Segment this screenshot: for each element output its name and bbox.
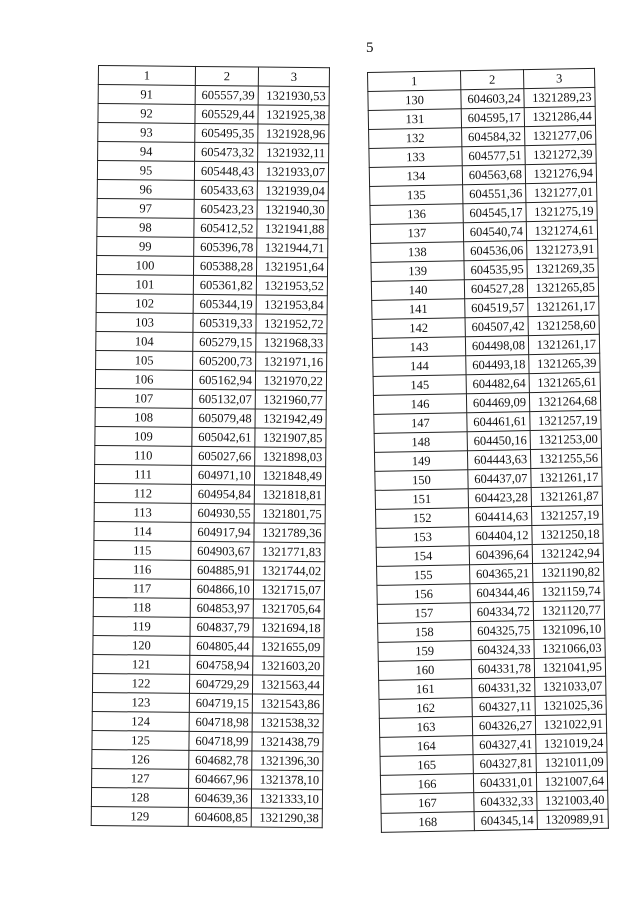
table-row xyxy=(97,236,328,257)
point-number-cell: 126 xyxy=(92,749,189,769)
y-coordinate-cell: 1321255,56 xyxy=(530,448,601,468)
x-coordinate-cell: 604853,97 xyxy=(190,598,253,618)
x-coordinate-cell: 604805,44 xyxy=(190,636,253,656)
y-coordinate-cell: 1321715,07 xyxy=(253,580,324,600)
point-number-cell: 116 xyxy=(94,559,191,579)
column-header-x: 2 xyxy=(460,70,523,90)
point-number-cell: 136 xyxy=(370,204,463,225)
point-number-cell: 96 xyxy=(97,179,194,199)
x-coordinate-cell: 605079,48 xyxy=(192,408,255,428)
point-number-cell: 97 xyxy=(97,198,194,218)
x-coordinate-cell: 604331,78 xyxy=(471,659,534,679)
point-number-cell: 147 xyxy=(374,413,467,434)
point-number-cell: 167 xyxy=(381,793,474,814)
point-number-cell: 107 xyxy=(95,388,192,408)
x-coordinate-cell: 605279,15 xyxy=(193,332,256,352)
point-number-cell: 127 xyxy=(92,768,189,788)
table-row xyxy=(93,616,324,637)
x-coordinate-cell: 604324,33 xyxy=(471,640,534,660)
x-coordinate-cell: 604718,99 xyxy=(189,731,252,751)
table-row xyxy=(94,559,325,580)
point-number-cell: 105 xyxy=(96,350,193,370)
y-coordinate-cell: 1321960,77 xyxy=(255,390,326,410)
y-coordinate-cell: 1321265,85 xyxy=(527,277,598,297)
point-number-cell: 112 xyxy=(94,483,191,503)
y-coordinate-cell: 1321242,94 xyxy=(532,543,603,563)
point-number-cell: 124 xyxy=(92,711,189,731)
table-row xyxy=(91,787,322,808)
point-number-cell: 131 xyxy=(368,109,461,130)
point-number-cell: 130 xyxy=(368,90,461,111)
x-coordinate-cell: 604930,55 xyxy=(191,503,254,523)
point-number-cell: 138 xyxy=(371,242,464,263)
x-coordinate-cell: 605319,33 xyxy=(193,313,256,333)
point-number-cell: 137 xyxy=(370,223,463,244)
y-coordinate-cell: 1321953,52 xyxy=(256,276,327,296)
point-number-cell: 152 xyxy=(376,508,469,529)
point-number-cell: 128 xyxy=(91,787,188,807)
x-coordinate-cell: 604507,42 xyxy=(465,317,528,337)
x-coordinate-cell: 605433,63 xyxy=(194,180,257,200)
x-coordinate-cell: 604563,68 xyxy=(462,165,525,185)
x-coordinate-cell: 604498,08 xyxy=(465,336,528,356)
x-coordinate-cell: 604325,75 xyxy=(471,621,534,641)
point-number-cell: 115 xyxy=(94,540,191,560)
y-coordinate-cell: 1321789,36 xyxy=(254,523,325,543)
table-row xyxy=(92,768,323,789)
x-coordinate-cell: 605557,39 xyxy=(195,85,258,105)
table-row xyxy=(96,312,327,333)
x-coordinate-cell: 604540,74 xyxy=(463,222,526,242)
y-coordinate-cell: 1321928,96 xyxy=(258,124,329,144)
column-header-point: 1 xyxy=(368,71,461,92)
point-number-cell: 146 xyxy=(373,394,466,415)
table-row xyxy=(95,426,326,447)
x-coordinate-cell: 605423,23 xyxy=(194,199,257,219)
y-coordinate-cell: 1321066,03 xyxy=(534,638,605,658)
table-row xyxy=(92,692,323,713)
point-number-cell: 114 xyxy=(94,521,191,541)
table-row xyxy=(94,502,325,523)
x-coordinate-cell: 604639,36 xyxy=(188,788,251,808)
y-coordinate-cell: 1321898,03 xyxy=(255,447,326,467)
point-number-cell: 149 xyxy=(374,451,467,472)
x-coordinate-cell: 604327,81 xyxy=(473,754,536,774)
point-number-cell: 159 xyxy=(378,641,471,662)
y-coordinate-cell: 1321277,06 xyxy=(525,125,596,145)
point-number-cell: 100 xyxy=(96,255,193,275)
table-row xyxy=(92,730,323,751)
x-coordinate-cell: 604536,06 xyxy=(464,241,527,261)
y-coordinate-cell: 1321953,84 xyxy=(256,295,327,315)
y-coordinate-cell: 1321944,71 xyxy=(257,238,328,258)
x-coordinate-cell: 604482,64 xyxy=(466,374,529,394)
table-row xyxy=(94,521,325,542)
y-coordinate-cell: 1321968,33 xyxy=(256,333,327,353)
point-number-cell: 144 xyxy=(373,356,466,377)
y-coordinate-cell: 1321930,53 xyxy=(258,86,329,106)
point-number-cell: 120 xyxy=(93,635,190,655)
x-coordinate-cell: 605200,73 xyxy=(193,351,256,371)
x-coordinate-cell: 605027,66 xyxy=(192,446,255,466)
point-number-cell: 161 xyxy=(379,679,472,700)
table-row xyxy=(92,749,323,770)
y-coordinate-cell: 1321096,10 xyxy=(534,619,605,639)
point-number-cell: 168 xyxy=(381,812,474,833)
column-header-y: 3 xyxy=(523,68,594,88)
point-number-cell: 162 xyxy=(379,698,472,719)
y-coordinate-cell: 1321257,19 xyxy=(531,505,602,525)
point-number-cell: 94 xyxy=(98,142,195,162)
x-coordinate-cell: 604396,64 xyxy=(469,545,532,565)
y-coordinate-cell: 1321971,16 xyxy=(256,352,327,372)
point-number-cell: 156 xyxy=(377,584,470,605)
y-coordinate-cell: 1321022,91 xyxy=(535,714,606,734)
table-row xyxy=(92,673,323,694)
y-coordinate-cell: 1321269,35 xyxy=(527,258,598,278)
table-row xyxy=(92,711,323,732)
table-row xyxy=(97,198,328,219)
point-number-cell: 140 xyxy=(371,280,464,301)
point-number-cell: 154 xyxy=(376,546,469,567)
point-number-cell: 98 xyxy=(97,217,194,237)
point-number-cell: 99 xyxy=(97,236,194,256)
y-coordinate-cell: 1321438,79 xyxy=(252,732,323,752)
point-number-cell: 101 xyxy=(96,274,193,294)
table-row xyxy=(95,407,326,428)
point-number-cell: 113 xyxy=(94,502,191,522)
point-number-cell: 121 xyxy=(93,654,190,674)
x-coordinate-cell: 604718,98 xyxy=(189,712,252,732)
point-number-cell: 133 xyxy=(369,147,462,168)
y-coordinate-cell: 1321378,10 xyxy=(252,770,323,790)
x-coordinate-cell: 605132,07 xyxy=(192,389,255,409)
x-coordinate-cell: 605412,52 xyxy=(194,218,257,238)
x-coordinate-cell: 605344,19 xyxy=(193,294,256,314)
point-number-cell: 132 xyxy=(369,128,462,149)
table-row xyxy=(91,806,322,827)
y-coordinate-cell: 1321563,44 xyxy=(252,675,323,695)
x-coordinate-cell: 604954,84 xyxy=(191,484,254,504)
table-row xyxy=(98,142,329,163)
table-row xyxy=(93,597,324,618)
table-row xyxy=(94,483,325,504)
y-coordinate-cell: 1321952,72 xyxy=(256,314,327,334)
point-number-cell: 141 xyxy=(372,299,465,320)
y-coordinate-cell: 1321273,91 xyxy=(527,239,598,259)
x-coordinate-cell: 604577,51 xyxy=(462,146,525,166)
x-coordinate-cell: 605473,32 xyxy=(195,142,258,162)
y-coordinate-cell: 1321801,75 xyxy=(254,504,325,524)
x-coordinate-cell: 604535,95 xyxy=(464,260,527,280)
point-number-cell: 110 xyxy=(95,445,192,465)
x-coordinate-cell: 604971,10 xyxy=(191,465,254,485)
y-coordinate-cell: 1321261,87 xyxy=(531,486,602,506)
coordinates-table-left xyxy=(91,65,330,828)
table-row xyxy=(97,179,328,200)
point-number-cell: 142 xyxy=(372,318,465,339)
point-number-cell: 129 xyxy=(91,806,188,826)
x-coordinate-cell: 604365,21 xyxy=(470,564,533,584)
y-coordinate-cell: 1321120,77 xyxy=(533,600,604,620)
y-coordinate-cell: 1321907,85 xyxy=(255,428,326,448)
point-number-cell: 153 xyxy=(376,527,469,548)
point-number-cell: 118 xyxy=(93,597,190,617)
x-coordinate-cell: 604437,07 xyxy=(468,469,531,489)
x-coordinate-cell: 605162,94 xyxy=(192,370,255,390)
table-row xyxy=(94,464,325,485)
y-coordinate-cell: 1321694,18 xyxy=(253,618,324,638)
x-coordinate-cell: 605361,82 xyxy=(193,275,256,295)
table-row xyxy=(95,388,326,409)
y-coordinate-cell: 1321538,32 xyxy=(252,713,323,733)
y-coordinate-cell: 1321261,17 xyxy=(531,467,602,487)
x-coordinate-cell: 604327,11 xyxy=(472,697,535,717)
table-row xyxy=(96,255,327,276)
x-coordinate-cell: 605448,43 xyxy=(194,161,257,181)
x-coordinate-cell: 604551,36 xyxy=(463,184,526,204)
y-coordinate-cell: 1321848,49 xyxy=(254,466,325,486)
x-coordinate-cell: 604595,17 xyxy=(461,108,524,128)
table-row xyxy=(97,217,328,238)
point-number-cell: 166 xyxy=(380,774,473,795)
point-number-cell: 93 xyxy=(98,123,195,143)
y-coordinate-cell: 1321275,19 xyxy=(526,201,597,221)
point-number-cell: 143 xyxy=(372,337,465,358)
point-number-cell: 91 xyxy=(98,85,195,105)
y-coordinate-cell: 1321396,30 xyxy=(252,751,323,771)
y-coordinate-cell: 1321190,82 xyxy=(533,562,604,582)
point-number-cell: 123 xyxy=(92,692,189,712)
x-coordinate-cell: 604326,27 xyxy=(472,716,535,736)
point-number-cell: 119 xyxy=(93,616,190,636)
x-coordinate-cell: 604469,09 xyxy=(466,393,529,413)
x-coordinate-cell: 604443,63 xyxy=(467,450,530,470)
y-coordinate-cell: 1321276,94 xyxy=(525,163,596,183)
x-coordinate-cell: 604545,17 xyxy=(463,203,526,223)
point-number-cell: 158 xyxy=(378,622,471,643)
y-coordinate-cell: 1321289,23 xyxy=(524,87,595,107)
x-coordinate-cell: 604327,41 xyxy=(473,735,536,755)
y-coordinate-cell: 1321265,61 xyxy=(529,372,600,392)
y-coordinate-cell: 1321277,01 xyxy=(526,182,597,202)
x-coordinate-cell: 605388,28 xyxy=(193,256,256,276)
y-coordinate-cell: 1321019,24 xyxy=(536,733,607,753)
table-row xyxy=(98,123,329,144)
point-number-cell: 111 xyxy=(94,464,191,484)
x-coordinate-cell: 604493,18 xyxy=(466,355,529,375)
x-coordinate-cell: 604667,96 xyxy=(189,769,252,789)
column-header-x: 2 xyxy=(195,66,258,86)
y-coordinate-cell: 1321041,95 xyxy=(534,657,605,677)
y-coordinate-cell: 1321258,60 xyxy=(528,315,599,335)
y-coordinate-cell: 1321925,38 xyxy=(258,105,329,125)
point-number-cell: 165 xyxy=(380,755,473,776)
table-row xyxy=(96,350,327,371)
table-row xyxy=(93,578,324,599)
table-row xyxy=(94,540,325,561)
x-coordinate-cell: 605396,78 xyxy=(194,237,257,257)
point-number-cell: 106 xyxy=(95,369,192,389)
y-coordinate-cell: 1321543,86 xyxy=(252,694,323,714)
y-coordinate-cell: 1321939,04 xyxy=(257,181,328,201)
x-coordinate-cell: 604603,24 xyxy=(461,89,524,109)
x-coordinate-cell: 604719,15 xyxy=(189,693,252,713)
y-coordinate-cell: 1321970,22 xyxy=(255,371,326,391)
x-coordinate-cell: 604414,63 xyxy=(469,507,532,527)
y-coordinate-cell: 1321290,38 xyxy=(251,808,322,828)
point-number-cell: 92 xyxy=(98,104,195,124)
x-coordinate-cell: 605042,61 xyxy=(192,427,255,447)
table-row xyxy=(95,369,326,390)
x-coordinate-cell: 604837,79 xyxy=(190,617,253,637)
y-coordinate-cell: 1321257,19 xyxy=(530,410,601,430)
point-number-cell: 103 xyxy=(96,312,193,332)
y-coordinate-cell: 1320989,91 xyxy=(537,809,608,829)
y-coordinate-cell: 1321942,49 xyxy=(255,409,326,429)
x-coordinate-cell: 604527,28 xyxy=(464,279,527,299)
point-number-cell: 164 xyxy=(380,736,473,757)
x-coordinate-cell: 604608,85 xyxy=(188,807,251,827)
y-coordinate-cell: 1321940,30 xyxy=(257,200,328,220)
table-row xyxy=(96,293,327,314)
x-coordinate-cell: 604331,32 xyxy=(472,678,535,698)
column-header-point: 1 xyxy=(98,66,195,86)
point-number-cell: 163 xyxy=(379,717,472,738)
x-coordinate-cell: 604885,91 xyxy=(191,560,254,580)
x-coordinate-cell: 604404,12 xyxy=(469,526,532,546)
point-number-cell: 145 xyxy=(373,375,466,396)
point-number-cell: 102 xyxy=(96,293,193,313)
table-row xyxy=(96,274,327,295)
x-coordinate-cell: 605529,44 xyxy=(195,104,258,124)
y-coordinate-cell: 1321261,17 xyxy=(528,296,599,316)
page-number: 5 xyxy=(366,40,374,56)
point-number-cell: 125 xyxy=(92,730,189,750)
table-row xyxy=(98,104,329,125)
x-coordinate-cell: 604423,28 xyxy=(468,488,531,508)
table-row xyxy=(97,161,328,182)
point-number-cell: 109 xyxy=(95,426,192,446)
y-coordinate-cell: 1321033,07 xyxy=(535,676,606,696)
x-coordinate-cell: 604519,57 xyxy=(465,298,528,318)
table-row xyxy=(95,445,326,466)
point-number-cell: 122 xyxy=(92,673,189,693)
x-coordinate-cell: 604344,46 xyxy=(470,583,533,603)
y-coordinate-cell: 1321771,83 xyxy=(254,542,325,562)
y-coordinate-cell: 1321655,09 xyxy=(253,637,324,657)
point-number-cell: 151 xyxy=(375,489,468,510)
x-coordinate-cell: 604917,94 xyxy=(191,522,254,542)
y-coordinate-cell: 1321159,74 xyxy=(533,581,604,601)
point-number-cell: 139 xyxy=(371,261,464,282)
point-number-cell: 108 xyxy=(95,407,192,427)
x-coordinate-cell: 604758,94 xyxy=(190,655,253,675)
table-row xyxy=(96,331,327,352)
x-coordinate-cell: 604866,10 xyxy=(190,579,253,599)
y-coordinate-cell: 1321932,11 xyxy=(258,143,329,163)
y-coordinate-cell: 1321272,39 xyxy=(525,144,596,164)
column-header-y: 3 xyxy=(258,67,329,87)
y-coordinate-cell: 1321003,40 xyxy=(537,790,608,810)
table-row xyxy=(93,654,324,675)
point-number-cell: 148 xyxy=(374,432,467,453)
y-coordinate-cell: 1321250,18 xyxy=(532,524,603,544)
x-coordinate-cell: 604331,01 xyxy=(473,773,536,793)
x-coordinate-cell: 604584,32 xyxy=(462,127,525,147)
x-coordinate-cell: 605495,35 xyxy=(195,123,258,143)
y-coordinate-cell: 1321025,36 xyxy=(535,695,606,715)
y-coordinate-cell: 1321261,17 xyxy=(528,334,599,354)
x-coordinate-cell: 604345,14 xyxy=(474,811,537,831)
point-number-cell: 95 xyxy=(97,161,194,181)
x-coordinate-cell: 604682,78 xyxy=(189,750,252,770)
point-number-cell: 150 xyxy=(375,470,468,491)
y-coordinate-cell: 1321274,61 xyxy=(526,220,597,240)
y-coordinate-cell: 1321265,39 xyxy=(529,353,600,373)
table-row xyxy=(93,635,324,656)
y-coordinate-cell: 1321286,44 xyxy=(524,106,595,126)
y-coordinate-cell: 1321253,00 xyxy=(530,429,601,449)
point-number-cell: 135 xyxy=(370,185,463,206)
x-coordinate-cell: 604450,16 xyxy=(467,431,530,451)
y-coordinate-cell: 1321941,88 xyxy=(257,219,328,239)
y-coordinate-cell: 1321603,20 xyxy=(253,656,324,676)
y-coordinate-cell: 1321951,64 xyxy=(256,257,327,277)
x-coordinate-cell: 604332,33 xyxy=(474,792,537,812)
point-number-cell: 117 xyxy=(93,578,190,598)
y-coordinate-cell: 1321007,64 xyxy=(536,771,607,791)
point-number-cell: 157 xyxy=(377,603,470,624)
x-coordinate-cell: 604334,72 xyxy=(470,602,533,622)
point-number-cell: 104 xyxy=(96,331,193,351)
y-coordinate-cell: 1321933,07 xyxy=(257,162,328,182)
table-row xyxy=(381,809,608,832)
y-coordinate-cell: 1321744,02 xyxy=(254,561,325,581)
x-coordinate-cell: 604461,61 xyxy=(467,412,530,432)
table-row xyxy=(98,85,329,106)
y-coordinate-cell: 1321011,09 xyxy=(536,752,607,772)
y-coordinate-cell: 1321333,10 xyxy=(251,789,322,809)
table-header-row xyxy=(98,66,329,87)
point-number-cell: 134 xyxy=(369,166,462,187)
y-coordinate-cell: 1321264,68 xyxy=(529,391,600,411)
coordinates-table-right xyxy=(367,68,609,833)
x-coordinate-cell: 604903,67 xyxy=(191,541,254,561)
point-number-cell: 160 xyxy=(378,660,471,681)
y-coordinate-cell: 1321705,64 xyxy=(253,599,324,619)
point-number-cell: 155 xyxy=(377,565,470,586)
y-coordinate-cell: 1321818,81 xyxy=(254,485,325,505)
x-coordinate-cell: 604729,29 xyxy=(189,674,252,694)
